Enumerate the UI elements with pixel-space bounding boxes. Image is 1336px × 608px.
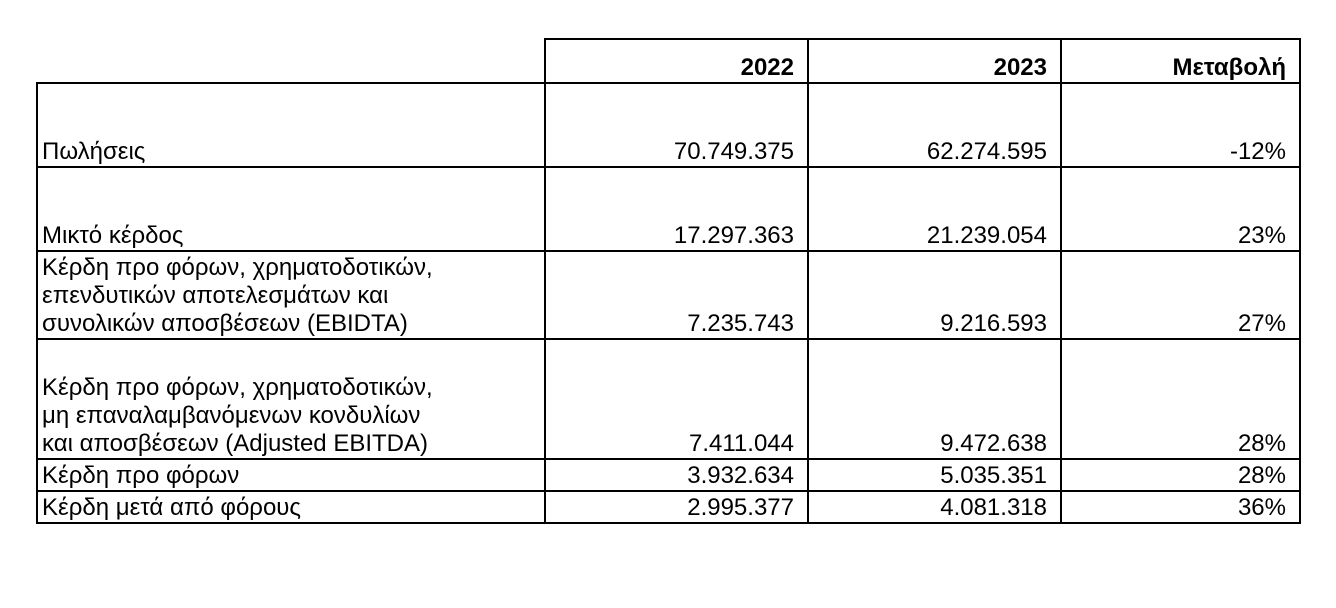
row-value-2022: 7.235.743: [545, 251, 808, 339]
row-change: 28%: [1061, 339, 1300, 459]
row-value-2023: 9.216.593: [808, 251, 1061, 339]
header-change: Μεταβολή: [1061, 39, 1300, 83]
row-label: Μικτό κέρδος: [37, 167, 545, 251]
row-label-line: συνολικών αποσβέσεων (EBIDTA): [42, 310, 408, 337]
row-label-line: και αποσβέσεων (Adjusted EBITDA): [42, 430, 428, 457]
row-change: 23%: [1061, 167, 1300, 251]
row-value-2022: 70.749.375: [545, 83, 808, 167]
row-value-2023: 9.472.638: [808, 339, 1061, 459]
row-value-2022: 2.995.377: [545, 491, 808, 523]
table-row: [37, 251, 1300, 339]
table-row: [37, 491, 1300, 523]
row-label: Κέρδη μετά από φόρους: [37, 491, 545, 523]
table-row: [37, 83, 1300, 167]
header-year-2022: 2022: [545, 39, 808, 83]
row-label: [37, 251, 545, 339]
table-row: [37, 459, 1300, 491]
row-value-2023: 62.274.595: [808, 83, 1061, 167]
row-label: [37, 339, 545, 459]
row-value-2023: 21.239.054: [808, 167, 1061, 251]
row-value-2022: 17.297.363: [545, 167, 808, 251]
row-label-line: Κέρδη προ φόρων, χρηματοδοτικών,: [42, 374, 433, 401]
row-change: 27%: [1061, 251, 1300, 339]
row-change: -12%: [1061, 83, 1300, 167]
row-label-line: μη επαναλαμβανόμενων κονδυλίων: [42, 402, 421, 429]
row-change: 36%: [1061, 491, 1300, 523]
row-change: 28%: [1061, 459, 1300, 491]
row-label-line: Κέρδη προ φόρων, χρηματοδοτικών,: [42, 254, 433, 281]
header-year-2023: 2023: [808, 39, 1061, 83]
table-row: [37, 339, 1300, 459]
row-value-2022: 3.932.634: [545, 459, 808, 491]
row-value-2022: 7.411.044: [545, 339, 808, 459]
header-row: [37, 39, 1300, 83]
row-label-line: επενδυτικών αποτελεσμάτων και: [42, 282, 389, 309]
row-value-2023: 5.035.351: [808, 459, 1061, 491]
row-label: Πωλήσεις: [37, 83, 545, 167]
row-label: Κέρδη προ φόρων: [37, 459, 545, 491]
header-label-cell: [37, 39, 545, 83]
financial-results-table: [36, 38, 1301, 524]
row-value-2023: 4.081.318: [808, 491, 1061, 523]
table-row: [37, 167, 1300, 251]
